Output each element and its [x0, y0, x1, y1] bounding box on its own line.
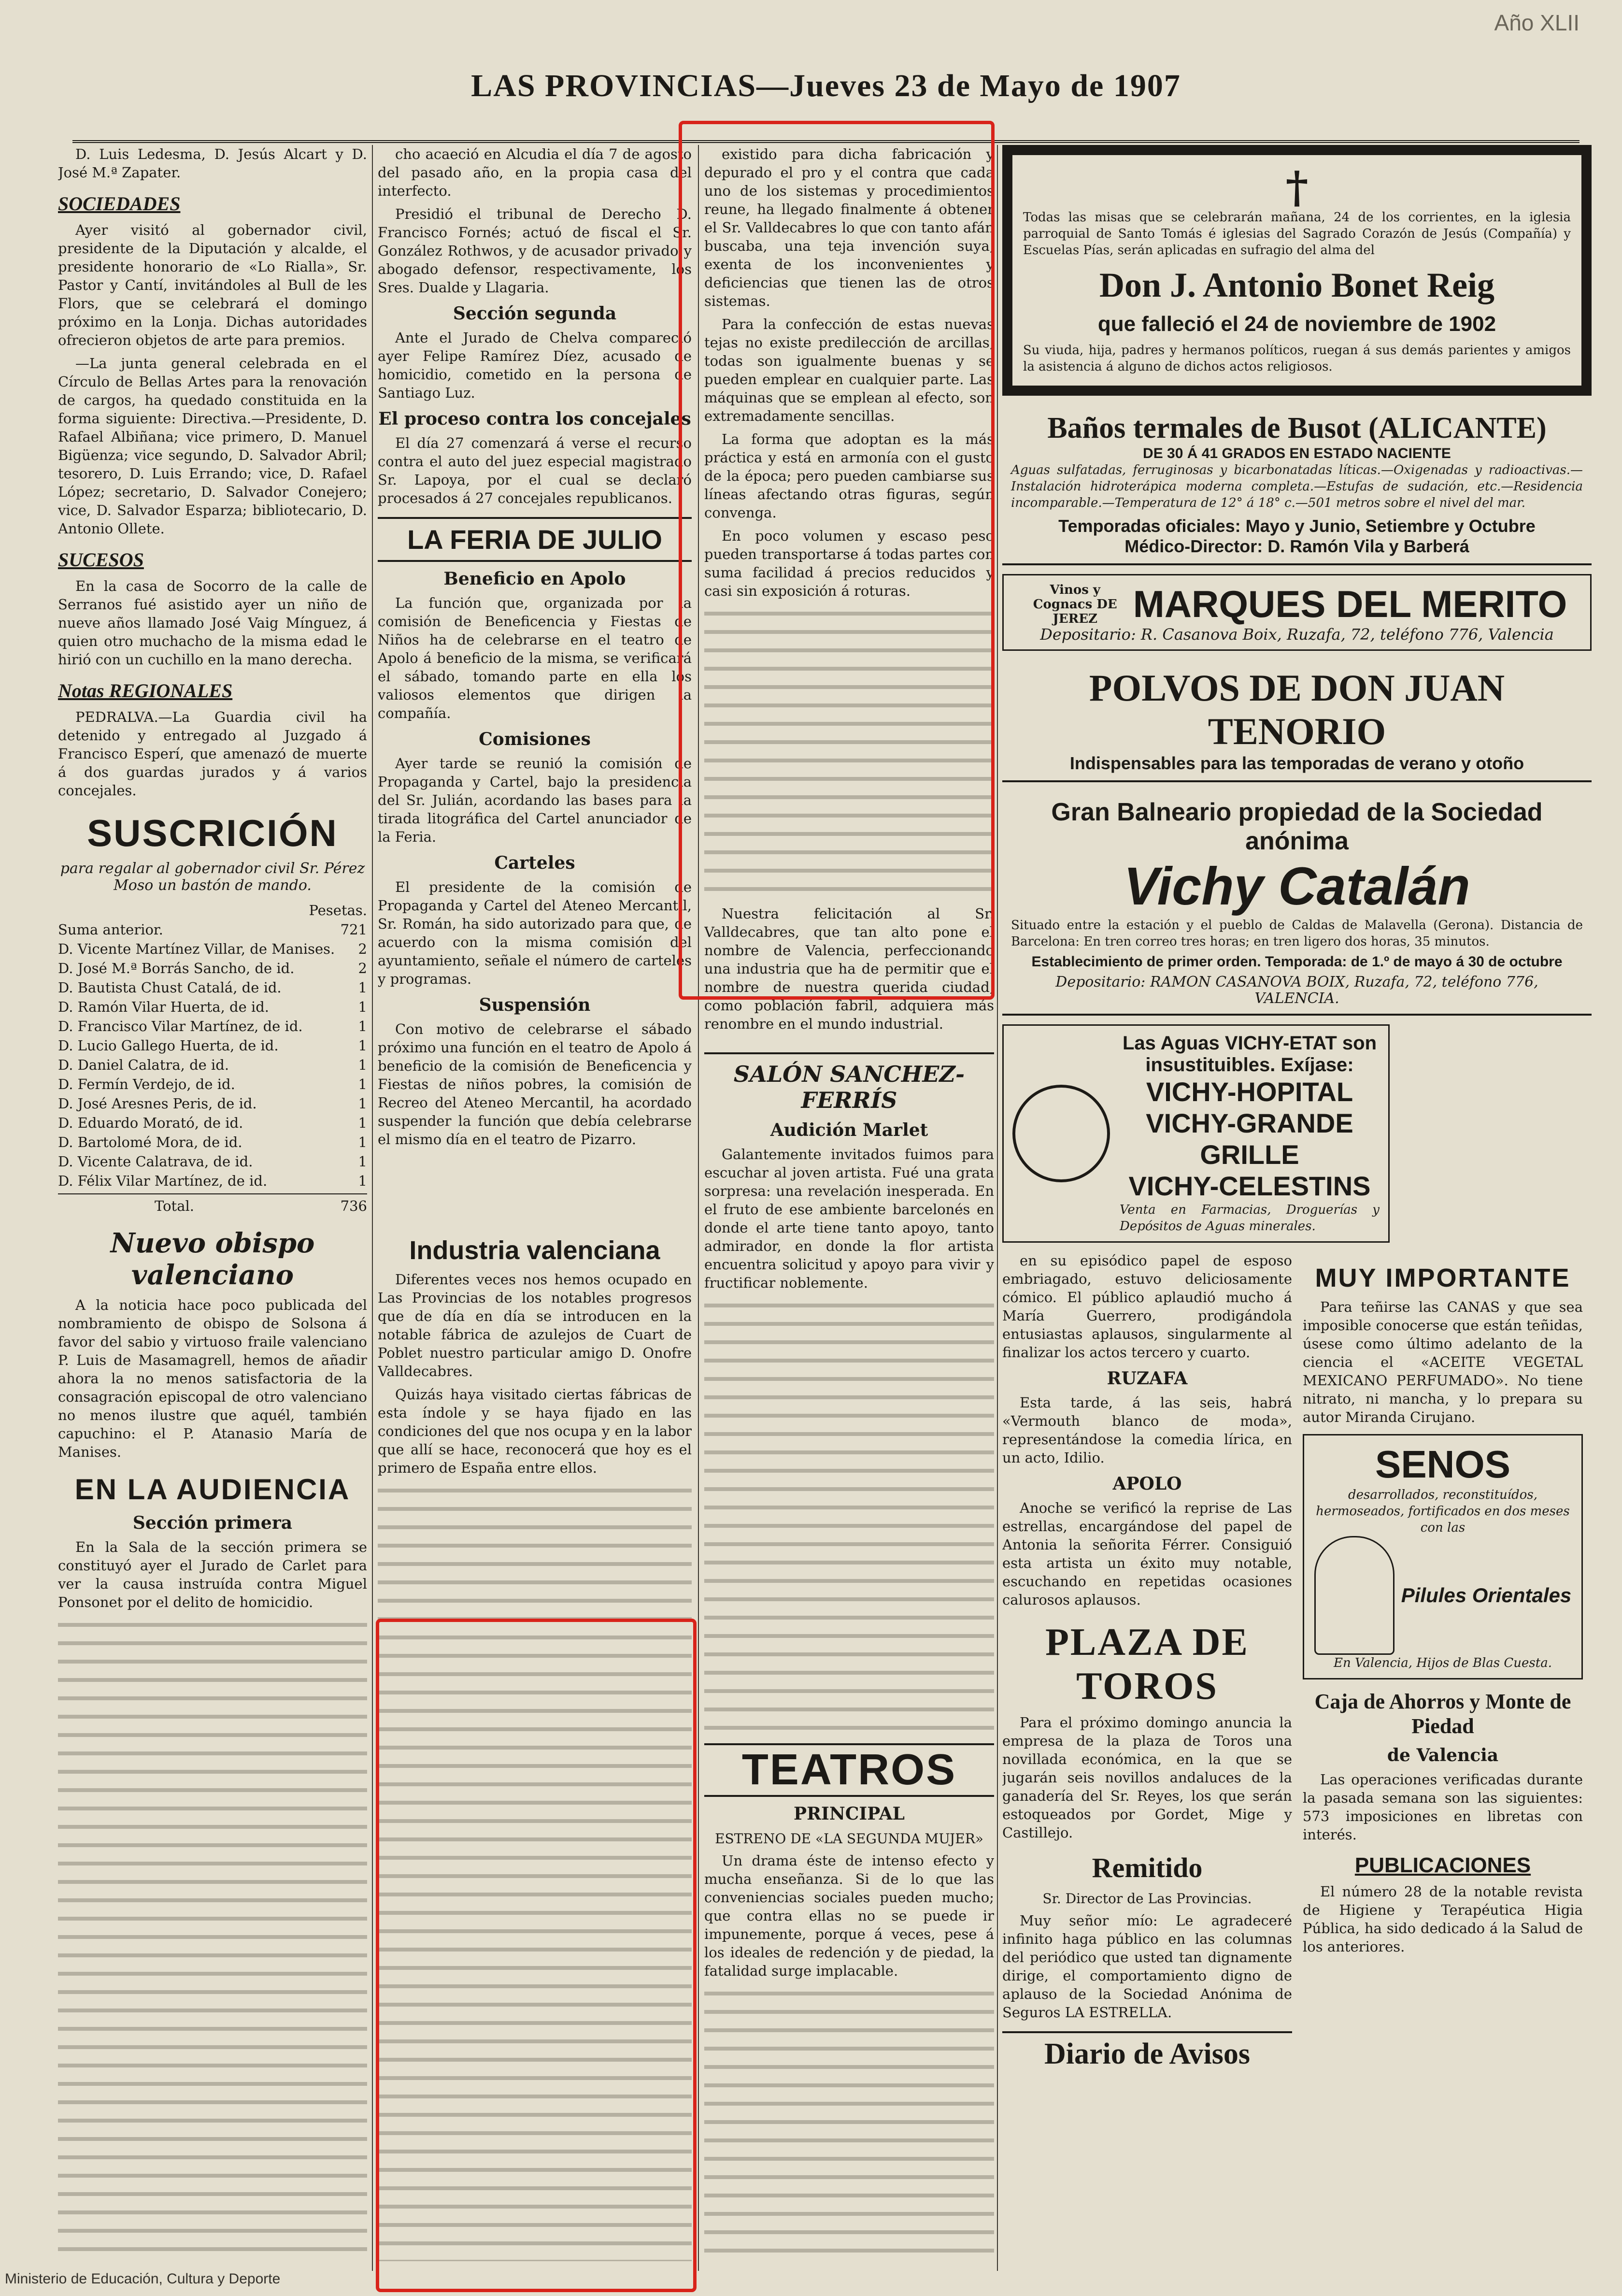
donor-name: D. José M.ª Borrás Sancho, de id.: [58, 960, 295, 976]
ad-pretitle: Las Aguas VICHY-ETAT son insustituibles. Exíjase:: [1123, 1033, 1377, 1076]
donor-name: Suma anterior.: [58, 921, 163, 938]
article-paragraph: El presidente de la comisión de Propaganda y Cartel del Ateneo Mercantil, Sr. Román, ha sido autorizado para que, de acuerdo con la misma comisión del ayuntamiento, señale el número de carteles y programas.: [378, 879, 692, 987]
subheading-seccion-segunda: Sección segunda: [453, 303, 617, 324]
subheading-audicion-marlet: Audición Marlet: [770, 1120, 928, 1140]
highlight-box-industry-article: [679, 121, 995, 1000]
donor-name: D. Bautista Chust Catalá, de id.: [58, 979, 282, 996]
headline-nuevo-obispo: Nuevo obispo valenciano: [110, 1227, 315, 1291]
subheading-principal: PRINCIPAL: [794, 1804, 905, 1824]
article-paragraph: En la casa de Socorro de la calle de Serranos fué asistido ayer un niño de nueve años llamado José Vaig Mínguez, á quien otro muchacho de la misma edad le hirió con un cuchillo en la mano derecha.: [58, 578, 367, 668]
donor-amount: 1: [358, 1018, 367, 1034]
list-item: [58, 1094, 367, 1113]
article-paragraph: Ayer tarde se reunió la comisión de Propaganda y Cartel, bajo la presidencia del Sr. Julián, acordando las bases para la tirada litográfica del Cartel anunciador de la Feria.: [378, 755, 692, 845]
ad-marques-del-merito: [1002, 574, 1592, 651]
donor-amount: 1: [358, 1095, 367, 1112]
list-item: [58, 1055, 367, 1075]
ad-title: Vichy Catalán: [1124, 857, 1470, 916]
ad-subtitle: DE 30 Á 41 GRADOS EN ESTADO NACIENTE: [1143, 445, 1451, 461]
page-title: LAS PROVINCIAS—Jueves 23 de Mayo de 1907: [471, 68, 1181, 103]
cross-icon: †: [1285, 162, 1309, 213]
mourning-text: Su viuda, hija, padres y hermanos políticos, ruegan á sus demás parientes y amigos la asistencia á alguno de dichos actos religiosos.: [1023, 343, 1571, 374]
ad-subtitle: Indispensables para las temporadas de verano y otoño: [1069, 753, 1524, 773]
donor-amount: 1: [358, 1057, 367, 1073]
donor-amount: 1: [358, 979, 367, 996]
donor-name: D. Eduardo Morató, de id.: [58, 1115, 243, 1131]
article-paragraph: En la Sala de la sección primera se constituyó ayer el Jurado de Carlet para ver la causa instruída contra Miguel Ponsonet por el delito de homicidio.: [58, 1539, 367, 1610]
column-4-ads: [1002, 145, 1592, 2076]
article-paragraph: PEDRALVA.—La Guardia civil ha detenido y entregado al Juzgado á Francisco Esperí, que amenazó de muerte á dos guardas jurados y á varios concejales.: [58, 709, 367, 799]
donor-name: D. Daniel Calatra, de id.: [58, 1057, 229, 1073]
donor-amount: 1: [358, 1076, 367, 1092]
article-paragraph: Para el próximo domingo anuncia la empresa de la plaza de Toros una novillada económica, en la que se jugarán seis novillos andaluces de la ganadería del Sr. Reyes, los que serán estoqueados por Gordet, Mige y Castillejo.: [1002, 1714, 1292, 1841]
ad-seller: En Valencia, Hijos de Blas Cuesta.: [1334, 1656, 1552, 1670]
headline-teatros: TEATROS: [704, 1743, 994, 1797]
donor-name: D. Félix Vilar Martínez, de id.: [58, 1173, 268, 1189]
ad-title: Baños termales de Busot (ALICANTE): [1047, 412, 1547, 445]
donor-amount: 1: [358, 1134, 367, 1150]
mourning-name: Don J. Antonio Bonet Reig: [1099, 266, 1495, 304]
column-rule: [372, 145, 373, 2271]
donor-name: D. Bartolomé Mora, de id.: [58, 1134, 242, 1150]
section-heading-sociedades: SOCIEDADES: [58, 193, 181, 215]
article-paragraph: en su episódico papel de esposo embriagado, estuvo deliciosamente cómico. El público aplaudió mucho á María Guerrero, prodigándola entusiastas aplausos, singularmente al finalizar los actos tercero y cuarto.: [1002, 1252, 1292, 1361]
list-item: [58, 1036, 367, 1055]
ad-pretitle: Gran Balneario propiedad de la Sociedad anónima: [1051, 798, 1543, 855]
list-item: [58, 959, 367, 978]
list-header: [58, 901, 367, 920]
volume-number: Año XLII: [1494, 10, 1579, 35]
mourning-text: Todas las misas que se celebrarán mañana, 24 de los corrientes, en la iglesia parroquial de Santo Tomás é iglesias del Sagrado Corazón de Jesús (Compañía) y Escuelas Pías, serán aplicadas en sufragio del alma del: [1023, 210, 1571, 258]
donor-name: D. Lucio Gallego Huerta, de id.: [58, 1037, 279, 1054]
article-paragraph: existido para dicha fabricación y depurado el pro y el contra que cada uno de los sistemas y procedimientos reune, ha llegado finalmente á obtener el Sr. Valldecabres lo que con tanto afán buscaba, una teja invención suya, exenta de los inconvenientes y deficiencias que tienen las de otros sistemas.: [704, 146, 994, 309]
donor-amount: 2: [358, 960, 367, 976]
list-item: [58, 978, 367, 997]
column-4-right: [1303, 1251, 1583, 2076]
column-1: [58, 145, 367, 2261]
subheading-comisiones: Comisiones: [479, 729, 591, 749]
ad-text: Venta en Farmacias, Droguerías y Depósitos de Aguas minerales.: [1120, 1203, 1380, 1234]
list-item: [58, 920, 367, 939]
footer-credit: Ministerio de Educación, Cultura y Deporte: [5, 2271, 281, 2287]
headline-caja-ahorros: Caja de Ahorros y Monte de Piedad: [1314, 1690, 1571, 1738]
highlight-box-industria-valenciana: [376, 1619, 697, 2292]
ad-text: Situado entre la estación y el pueblo de Caldas de Malavella (Gerona). Distancia de Barcelona: En tren correo tres horas; en tren ligero dos horas, 35 minutos.: [1011, 918, 1583, 949]
article-paragraph: Quizás haya visitado ciertas fábricas de esta índole y se haya fijado en las condiciones del que nos ocupa y en la labor que allí se hace, reconocerá que hoy es el primero de España entre ellos.: [378, 1386, 692, 1476]
subheading-proceso-concejales: El proceso contra los concejales: [378, 409, 691, 429]
article-paragraph: Nuestra felicitación al Sr. Valldecabres, que tan alto pone el nombre de Valencia, perfeccionando una industria que ha de permitir que el nombre de nuestra querida ciudad, como población fabril, adquiera más renombre en el mundo industrial.: [704, 905, 994, 1032]
ad-title: SENOS: [1375, 1443, 1511, 1486]
list-item: [58, 939, 367, 959]
donor-name: D. Ramón Vilar Huerta, de id.: [58, 999, 270, 1015]
intro-text: D. Luis Ledesma, D. Jesús Alcart y D. José M.ª Zapater.: [58, 146, 367, 181]
article-paragraph: Esta tarde, á las seis, habrá «Vermouth blanco de moda», representándose la comedia lírica, en un acto, Idilio.: [1002, 1394, 1292, 1466]
article-paragraph: Muy señor mío: Le agradeceré infinito haga público en las columnas del periódico que usted tan dignamente dirige, el comportamiento digno de aplauso de la Sociedad Anónima de Seguros LA ESTRELLA.: [1002, 1912, 1292, 2021]
headline-audiencia: EN LA AUDIENCIA: [74, 1473, 351, 1506]
donor-amount: 2: [358, 941, 367, 957]
column-4-left: [1002, 1251, 1292, 2076]
section-heading-sucesos: SUCESOS: [58, 549, 144, 571]
mourning-notice: [1002, 145, 1592, 396]
ad-title: POLVOS DE DON JUAN TENORIO: [1089, 667, 1505, 752]
pesetas-label: Pesetas.: [309, 902, 367, 918]
list-item: [58, 1017, 367, 1036]
subscription-subtitle: para regalar al gobernador civil Sr. Pérez Moso un bastón de mando.: [60, 860, 365, 894]
ad-subtitle: desarrollados, reconstituídos, hermoseados, fortificados en dos meses con las: [1316, 1488, 1570, 1535]
ad-senos: [1303, 1434, 1583, 1679]
ad-label: Vinos y Cognacs DE JEREZ: [1033, 582, 1117, 626]
headline-industria-valenciana: Industria valenciana: [409, 1236, 660, 1265]
article-paragraph: Un drama éste de intenso efecto y mucha enseñanza. Si de lo que las conveniencias sociales pueden mucho; que contra ellas no se puede ir impunemente, porque á veces, pese á los ideales de redención y de piedad, la fatalidad surge implacable.: [704, 1852, 994, 1979]
ad-brand: VICHY-CELESTINS: [1128, 1171, 1371, 1201]
subheading-beneficio-apolo: Beneficio en Apolo: [443, 569, 626, 589]
donor-amount: 721: [340, 921, 367, 938]
subheading-apolo: APOLO: [1112, 1474, 1182, 1494]
ad-banos-busot: [1002, 404, 1592, 565]
article-paragraph: Diferentes veces nos hemos ocupado en Las Provincias de los notables progresos que de día en día se introducen en la notable fábrica de azulejos de Cuart de Poblet nuestro particular amigo D. Onofre Valldecabres.: [378, 1271, 692, 1379]
subheading-valencia: de Valencia: [1387, 1745, 1499, 1765]
ad-product: Pilules Orientales: [1401, 1584, 1572, 1607]
headline-feria-julio: LA FERIA DE JULIO: [378, 517, 692, 562]
ad-season: Establecimiento de primer orden. Temporada: de 1.º de mayo á 30 de octubre: [1031, 954, 1563, 970]
headline-publicaciones: PUBLICACIONES: [1354, 1853, 1531, 1877]
article-paragraph: La función que, organizada por la comisión de Beneficencia y Fiestas de Niños ha de celebrarse en el teatro de Apolo á beneficio de la misma, se verificará el sábado, tomando parte en ella los valiosos elementos que dirigen la compañía.: [378, 595, 692, 721]
article-paragraph: Galantemente invitados fuimos para escuchar al joven artista. Fué una grata sorpresa: una revelación inesperada. En el fruto de ese ambiente barcelonés en donde el arte tiene tanto apoyo, tanto admirador, en donde la flor artista encuentra solicitud y apoyo para vivir y fructificar noblemente.: [704, 1146, 994, 1291]
subscription-list: [58, 901, 367, 1216]
donor-name: D. Vicente Calatrava, de id.: [58, 1153, 253, 1170]
ad-text: Aguas sulfatadas, ferruginosas y bicarbonatadas líticas.—Oxigenadas y radioactivas.—Instalación hidroterápica moderna completa.—Estufas de sudación, etc.—Residencia incomparable.—Temperatura de 12° á 18° c.—501 metros sobre el nivel del mar.: [1011, 463, 1583, 510]
donor-amount: 1: [358, 999, 367, 1015]
subheading-estreno: ESTRENO DE «LA SEGUNDA MUJER»: [715, 1831, 983, 1847]
headline-suscricion: SUSCRICIÓN: [87, 812, 338, 854]
headline-salon-sanchez-ferris: SALÓN SANCHEZ-FERRÍS: [704, 1052, 994, 1113]
subheading-seccion-primera: Sección primera: [132, 1513, 293, 1533]
total-label: Total.: [155, 1198, 194, 1214]
headline-diario-de-avisos: Diario de Avisos: [1002, 2031, 1292, 2071]
donor-name: D. Vicente Martínez Villar, de Manises.: [58, 941, 335, 957]
article-paragraph: La forma que adoptan es la más práctica y está en armonía con el gusto de la época; pero pueden cambiarse sus líneas afectando otras figuras, según convenga.: [704, 431, 994, 521]
ad-title: MARQUES DEL MERITO: [1133, 583, 1567, 625]
list-item: [58, 1133, 367, 1152]
donor-amount: 1: [358, 1153, 367, 1170]
text-continuation: [704, 1297, 994, 1732]
donor-name: D. José Aresnes Peris, de id.: [58, 1095, 257, 1112]
ad-season: Temporadas oficiales: Mayo y Junio, Setiembre y Octubre: [1058, 516, 1536, 536]
ad-polvos-don-juan: [1002, 660, 1592, 782]
total-row: [58, 1193, 367, 1216]
article-paragraph: Las operaciones verificadas durante la pasada semana son las siguientes: 573 imposiciones en libretas con interés.: [1303, 1771, 1583, 1843]
ad-doctor: Médico-Director: D. Ramón Vila y Barberá: [1124, 536, 1469, 556]
donor-name: D. Fermín Verdejo, de id.: [58, 1076, 235, 1092]
article-paragraph: En poco volumen y escaso peso pueden transportarse á todas partes con suma facilidad á precios reducidos y casi sin exposición á roturas.: [704, 528, 994, 599]
list-item: [58, 1075, 367, 1094]
article-paragraph: A la noticia hace poco publicada del nombramiento de obispo de Solsona á favor del sabio y virtuoso fraile valenciano P. Luis de Masamagrell, hemos de añadir ahora la no menos satisfactoria de la consagración episcopal de otro valenciano no menos ilustre que aquél, también capuchino: el P. Atanasio María de Manises.: [58, 1297, 367, 1460]
article-paragraph: Para teñirse las CANAS y que sea imposible conocerse que están teñidas, úsese como último adelanto de la ciencia el «ACEITE VEGETAL MEXICANO PERFUMADO». No tiene nitrato, ni mancha, y lo prepara su autor Miranda Cirujano.: [1303, 1299, 1583, 1425]
donor-name: D. Francisco Vilar Martínez, de id.: [58, 1018, 303, 1034]
article-paragraph: Anoche se verificó la reprise de Las estrellas, encargándose del papel de Antonia la señorita Férrer. Consiguió esta artista un éxito muy notable, escuchando en repetidas ocasiones calurosos aplausos.: [1002, 1500, 1292, 1608]
subscription-rows: [58, 920, 367, 1191]
headline-muy-importante: MUY IMPORTANTE: [1315, 1263, 1571, 1292]
article-paragraph: El número 28 de la notable revista de Higiene y Terapéutica Higia Pública, ha sido dedicado á la Salud de los anteriores.: [1303, 1883, 1583, 1955]
list-item: [58, 1113, 367, 1133]
text-continuation: [704, 1985, 994, 2261]
ad-depositary: Depositario: R. Casanova Boix, Ruzafa, 72, teléfono 776, Valencia: [1040, 625, 1554, 644]
article-paragraph: —La junta general celebrada en el Círculo de Bellas Artes para la renovación de cargos, ha quedado constituida en la forma siguiente: Directiva.—Presidente, D. Rafael Albiñana; vice primero, D. Manuel Bigüenza; vice segundo, D. Salvador Abril; tesorero, D. Luis Errando; vice, D. Rafael López; secretario, D. Salvador Conejero; vice, D. Salvador Esparza; bibliotecario, D. Antonio Ollete.: [58, 355, 367, 537]
article-paragraph: El día 27 comenzará á verse el recurso contra el auto del juez especial magistrado Sr. Lapoya, por el cual se declaró procesados á 27 concejales republicanos.: [378, 435, 692, 506]
article-paragraph: cho acaeció en Alcudia el día 7 de agosto del pasado año, en la propia casa del interfecto.: [378, 146, 692, 199]
list-item: [58, 1171, 367, 1191]
subheading-ruzafa: RUZAFA: [1107, 1368, 1188, 1389]
donor-amount: 1: [358, 1173, 367, 1189]
section-heading-regionales: Notas REGIONALES: [58, 680, 233, 702]
subheading-director: Sr. Director de Las Provincias.: [1042, 1891, 1252, 1907]
ad-depositary: Depositario: RAMON CASANOVA BOIX, Ruzafa, 72, teléfono 776, VALENCIA.: [1055, 974, 1538, 1007]
article-paragraph: Presidió el tribunal de Derecho D. Francisco Fornés; actuó de fiscal el Sr. González Rothwos, y de acusador privado y abogado defensor, respectivamente, los Sres. Dualde y Llagaria.: [378, 206, 692, 296]
subheading-carteles: Carteles: [494, 853, 575, 873]
column-rule: [997, 145, 998, 2271]
article-paragraph: Ante el Jurado de Chelva compareció ayer Felipe Ramírez Díez, acusado de homicidio, cometido en la persona de Santiago Luz.: [378, 330, 692, 401]
list-item: [58, 997, 367, 1017]
ad-vichy-etat: [1002, 1024, 1390, 1243]
mourning-date: que falleció el 24 de noviembre de 1902: [1097, 312, 1496, 336]
donor-amount: 1: [358, 1115, 367, 1131]
total-value: 736: [340, 1198, 367, 1214]
article-paragraph: Para la confección de estas nuevas tejas no existe predilección de arcillas, todas son igualmente buenas y se pueden emplear en cualquier parte. Las máquinas que se emplean al efecto, son extremadamente sencillas.: [704, 316, 994, 424]
text-continuation: [58, 1616, 367, 2261]
donor-amount: 1: [358, 1037, 367, 1054]
ad-brand: VICHY-GRANDE GRILLE: [1146, 1108, 1353, 1170]
ad-brand: VICHY-HOPITAL: [1146, 1076, 1353, 1107]
article-paragraph: Con motivo de celebrarse el sábado próximo una función en el teatro de Apolo á beneficio de la comisión de Beneficencia y Fiestas de niños pobres, la comisión de Recreo del Ateneo Mercantil, ha acordado suspender la función que debía celebrarse el mismo día en el teatro de Pizarro.: [378, 1021, 692, 1148]
woman-illustration-icon: [1314, 1536, 1394, 1655]
headline-remitido: Remitido: [1092, 1852, 1203, 1883]
article-paragraph: Ayer visitó al gobernador civil, presidente de la Diputación y alcalde, el presidente honorario de «Lo Rialla», Sr. Pastor y Cantí, invitándoles al Bull de les Flors, que se celebrará el domingo próximo en la Lonja. Dichas autoridades ofrecieron objetos de arte para premios.: [58, 222, 367, 348]
subheading-suspension: Suspensión: [479, 995, 591, 1015]
ad-vichy-catalan: [1002, 791, 1592, 1016]
spacer: [378, 1153, 692, 1226]
headline-plaza-de-toros: PLAZA DE TOROS: [1045, 1621, 1249, 1708]
vichy-seal-icon: [1012, 1085, 1110, 1182]
list-item: [58, 1152, 367, 1171]
